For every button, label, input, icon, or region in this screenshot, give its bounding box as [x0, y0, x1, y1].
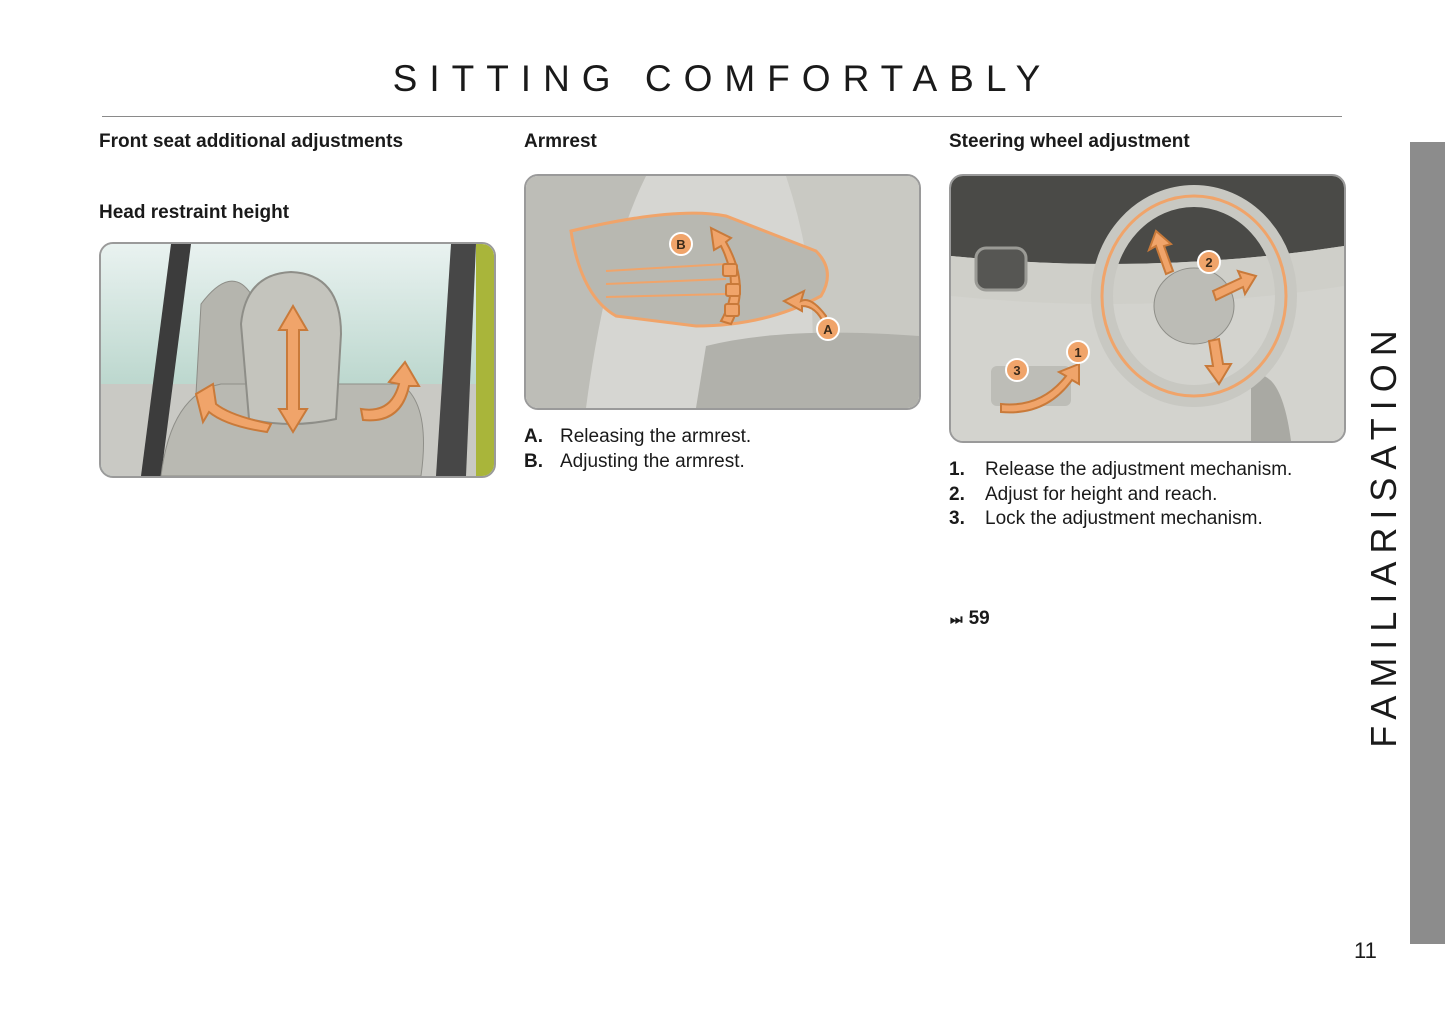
chapter-label: FAMILIARISATION: [1363, 322, 1404, 748]
callout-1-label: 1: [1074, 345, 1082, 360]
page-reference-link[interactable]: [950, 608, 990, 630]
callout-b: [670, 233, 692, 255]
page-reference-number: 59: [968, 608, 990, 629]
steering-wheel-illustration: [949, 174, 1346, 443]
armrest-steps-list: [524, 425, 904, 474]
head-restraint-illustration: [99, 242, 496, 478]
list-marker: 1.: [949, 459, 965, 480]
chapter-side-tab: [1410, 142, 1445, 944]
page-number: 11: [1354, 938, 1377, 963]
callout-b-label: B: [676, 237, 686, 252]
list-marker: 3.: [949, 508, 965, 529]
callout-a: [817, 318, 839, 340]
list-text: Adjusting the armrest.: [560, 450, 745, 472]
list-marker: B.: [524, 450, 543, 472]
callout-3: [1006, 359, 1028, 381]
section-heading-steering: Steering wheel adjustment: [949, 131, 1190, 152]
list-item: [524, 425, 904, 450]
list-text: Adjust for height and reach.: [985, 483, 1218, 505]
callout-a-label: A: [823, 322, 833, 337]
title-divider: [102, 116, 1342, 117]
list-item: [949, 507, 1369, 532]
callout-2-label: 2: [1205, 255, 1213, 270]
section-heading-front-seat: Front seat additional adjustments: [99, 131, 404, 152]
section-heading-armrest: Armrest: [524, 131, 597, 152]
armrest-illustration: [524, 174, 921, 410]
list-item: [524, 450, 904, 475]
callout-2: [1198, 251, 1220, 273]
steering-steps-list: [949, 458, 1369, 532]
callout-3-label: 3: [1013, 363, 1021, 378]
list-text: Releasing the armrest.: [560, 426, 752, 447]
list-item: [949, 483, 1369, 508]
list-marker: A.: [524, 426, 543, 447]
page-title: SITTING COMFORTABLY: [392, 58, 1053, 99]
list-item: [949, 458, 1369, 483]
list-marker: 2.: [949, 483, 965, 505]
list-text: Release the adjustment mechanism.: [985, 459, 1293, 480]
subheading-head-restraint: Head restraint height: [99, 202, 290, 223]
list-text: Lock the adjustment mechanism.: [985, 508, 1263, 529]
fast-forward-icon: ⏭: [950, 610, 961, 627]
callout-1: [1067, 341, 1089, 363]
